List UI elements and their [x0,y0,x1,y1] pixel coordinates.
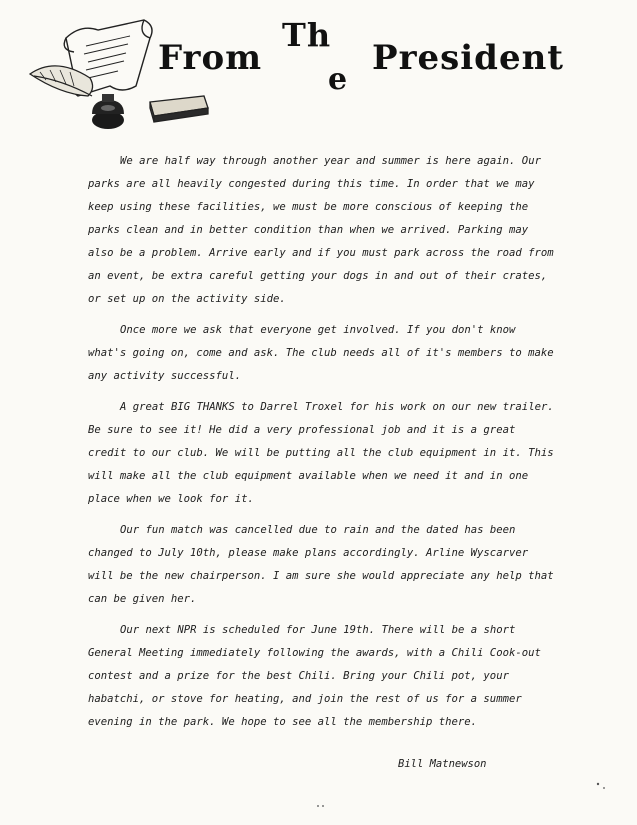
book-icon [150,96,208,122]
title-th: Th [282,16,332,54]
paragraph-4: Our fun match was cancelled due to rain and the dated has been changed to July 10th, please make plans accordingly. Arline Wyscarver will be the new chairperson. I am sure she would appreciate any help that can be given her. [88,524,554,605]
quill-icon [30,66,93,96]
paragraph-1: We are half way through another year and summer is here again. Our parks are all heavily congested during this time. In order that we may keep using these facilities, we must be more conscious of keeping the parks clean and in better condition than when we arrived. Parking may also be a problem. Arrive early and if you must park across the road from an event, be extra careful getting your dogs in and out of their crates, or set up on the activity side. [88,155,554,305]
paragraph-2: Once more we ask that everyone get involved. If you don't know what's going on, come and ask. The club needs all of it's members to make any activity successful. [88,324,554,382]
signature: Bill Matnewson [398,758,487,770]
paragraph-5: Our next NPR is scheduled for June 19th. There will be a short General Meeting immediately following the awards, with a Chili Cook-out contest and a prize for the best Chili. Bring your Chili pot, your habatchi, or stove for heating, and join the rest of us for a summer evening in the park. We hope to see all the membership there. [88,624,541,728]
page-header [0,0,637,140]
title-from: From [158,38,263,78]
paragraph-3: A great BIG THANKS to Darrel Troxel for his work on our new trailer. Be sure to see it! He did a very professional job and it is a great credit to our club. We will be putting all the club equipment in it. This will make all the club equipment available when we need it and in one place when we look for it. [88,401,554,505]
letter-body [88,150,558,742]
inkwell-icon [92,94,124,129]
title-e: e [328,62,349,97]
title-president: President [372,38,564,78]
